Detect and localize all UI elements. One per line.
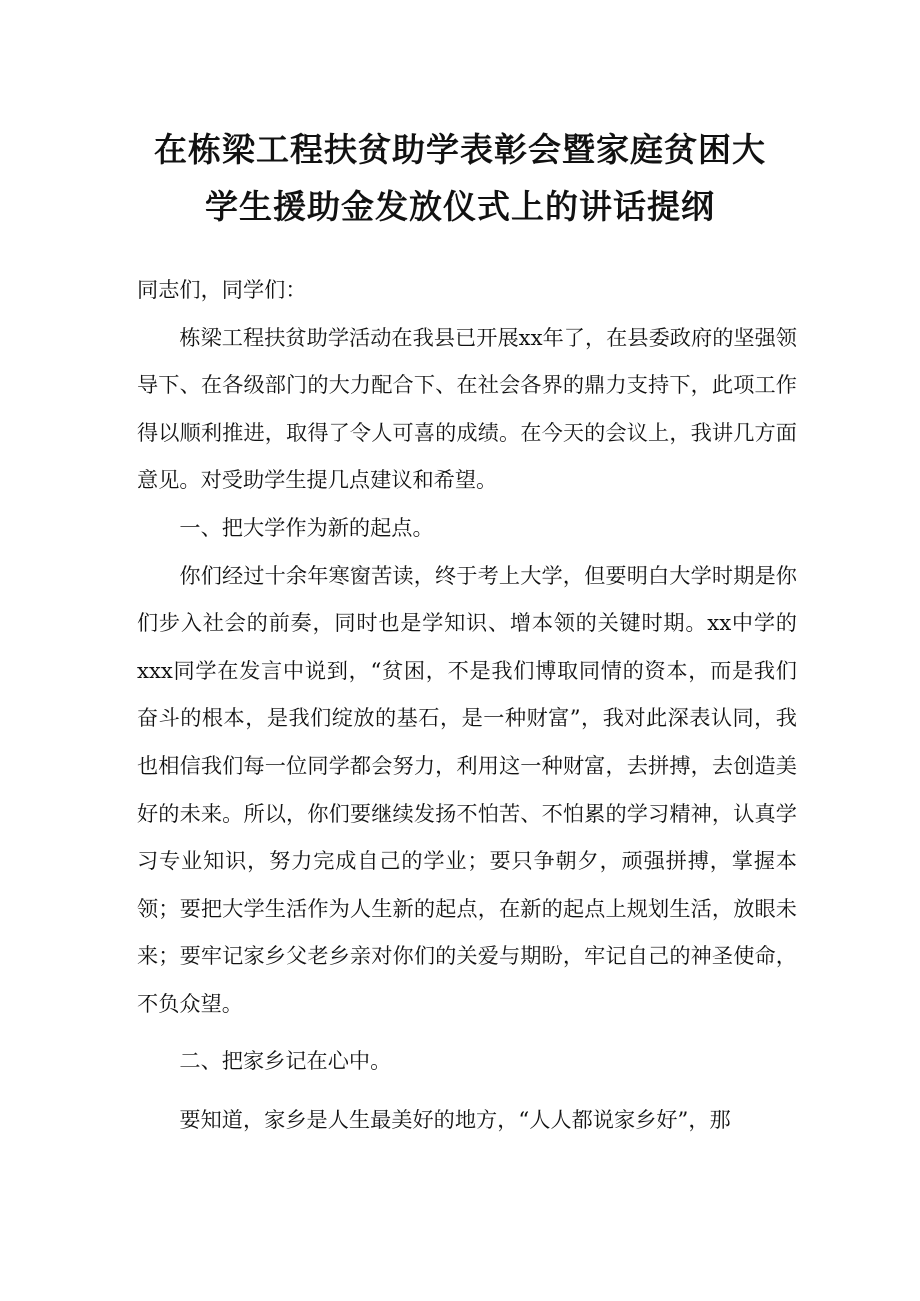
section-heading-2: 二、把家乡记在心中。 bbox=[179, 1047, 392, 1073]
document-title-line-2: 学生援助金发放仪式上的讲话提纲 bbox=[205, 187, 715, 226]
document-title-line-1: 在栋梁工程扶贫助学表彰会暨家庭贫困大 bbox=[154, 130, 766, 169]
paragraph-intro: 栋梁工程扶贫助学活动在我县已开展xx年了，在县委政府的坚强领导下、在各级部门的大力配合下、在社会各界的鼎力支持下，此项工作得以顺利推进，取得了令人可喜的成绩。在今天的会议上，我讲几方面意见。对受助学生提几点建议和希望。 bbox=[137, 324, 797, 493]
document-body bbox=[137, 266, 797, 1144]
section-heading-1: 一、把大学作为新的起点。 bbox=[179, 514, 434, 540]
paragraph-section-2: 要知道，家乡是人生最美好的地方，“人人都说家乡好”，那 bbox=[179, 1107, 731, 1133]
paragraph-section-1: 你们经过十余年寒窗苦读，终于考上大学，但要明白大学时期是你们步入社会的前奏，同时也是学知识、增本领的关键时期。xx中学的xxx同学在发言中说到，“贫困，不是我们博取同情的资本，而是我们奋斗的根本，是我们绽放的基石，是一种财富”，我对此深表认同，我也相信我们每一位同学都会努力，利用这一种财富，去拼搏，去创造美好的未来。所以，你们要继续发扬不怕苦、不怕累的学习精神，认真学习专业知识，努力完成自己的学业；要只争朝夕，顽强拼搏，掌握本领；要把大学生活作为人生新的起点，在新的起点上规划生活，放眼未来；要牢记家乡父老乡亲对你们的关爱与期盼，牢记自己的神圣使命，不负众望。 bbox=[137, 562, 797, 1016]
salutation: 同志们，同学们： bbox=[137, 277, 307, 302]
